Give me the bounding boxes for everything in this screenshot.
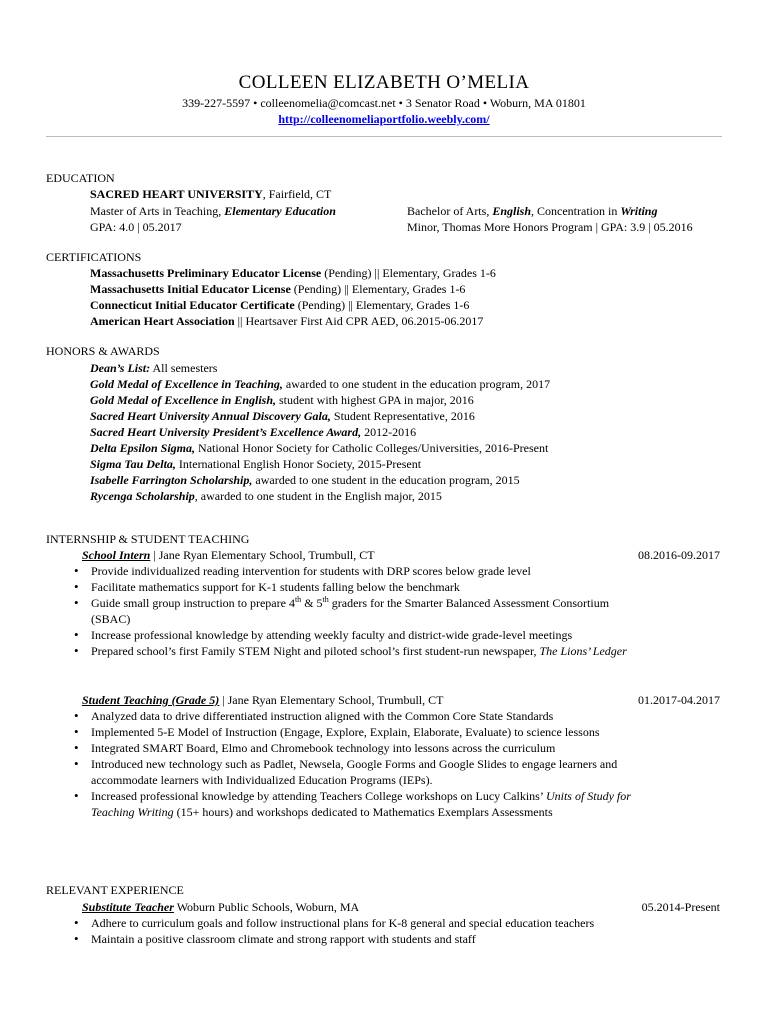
candidate-name: COLLEEN ELIZABETH O’MELIA xyxy=(238,72,530,93)
honor-name: Dean’s List: xyxy=(90,361,151,375)
honor-detail: National Honor Society for Catholic Colleges/Universities, 2016-Present xyxy=(195,441,549,455)
teaching-role: Student Teaching (Grade 5) xyxy=(82,693,220,707)
certification-detail: (Pending) || Elementary, Grades 1-6 xyxy=(321,266,496,280)
mat-gpa: GPA: 4.0 | 05.2017 xyxy=(90,220,182,234)
mat-degree xyxy=(90,203,336,219)
honor-item xyxy=(90,472,520,488)
list-item: • Facilitate mathematics support for K-1 students falling below the benchmark xyxy=(72,579,632,595)
ba-degree-label: Bachelor of Arts, xyxy=(407,204,493,218)
list-item xyxy=(72,643,632,659)
education-school xyxy=(90,186,331,202)
honor-item xyxy=(90,488,442,504)
newspaper-title: The Lions’ Ledger xyxy=(539,644,627,658)
workshop-title: Units of Study for Teaching Writing xyxy=(91,789,631,819)
teaching-dates: 01.2017-04.2017 xyxy=(638,693,720,707)
list-item: • Introduced new technology such as Padlet, Newsela, Google Forms and Google Slides to engage learners and accommodate learners with Individualized Education Programs (IEPs). xyxy=(72,756,632,788)
internship-heading: INTERNSHIP & STUDENT TEACHING xyxy=(46,532,250,546)
honor-detail: Student Representative, 2016 xyxy=(330,409,475,423)
certification-detail: || Heartsaver First Aid CPR AED, 06.2015-06.2017 xyxy=(234,314,484,328)
list-item: • Integrated SMART Board, Elmo and Chromebook technology into lessons across the curriculum xyxy=(72,740,632,756)
honor-name: Isabelle Farrington Scholarship, xyxy=(90,473,253,487)
school-name: SACRED HEART UNIVERSITY xyxy=(90,187,263,201)
honor-name: Sigma Tau Delta, xyxy=(90,457,176,471)
honor-name: Rycenga Scholarship xyxy=(90,489,195,503)
honors-heading: HONORS & AWARDS xyxy=(46,344,160,358)
ordinal-suffix: th xyxy=(322,595,329,604)
contact-line: 339-227-5597 • colleenomelia@comcast.net • 3 Senator Road • Woburn, MA 01801 xyxy=(182,96,586,110)
school-location: , Fairfield, CT xyxy=(262,187,332,201)
portfolio-link[interactable]: http://colleenomeliaportfolio.weebly.com/ xyxy=(278,112,490,126)
experience-place: Woburn Public Schools, Woburn, MA xyxy=(173,900,360,914)
bullet-text: Guide small group instruction to prepare 4 xyxy=(91,596,295,610)
honor-detail: student with highest GPA in major, 2016 xyxy=(276,393,474,407)
certification-item xyxy=(90,297,469,313)
certification-name: Massachusetts Initial Educator License xyxy=(90,282,291,296)
mat-degree-label: Master of Arts in Teaching, xyxy=(90,204,225,218)
ba-major: English xyxy=(492,204,532,218)
honor-detail: awarded to one student in the education program, 2015 xyxy=(252,473,520,487)
mat-focus: Elementary Education xyxy=(224,204,336,218)
list-item: • Increase professional knowledge by attending weekly faculty and district-wide grade-level meetings xyxy=(72,627,632,643)
certification-item xyxy=(90,313,483,329)
honor-item xyxy=(90,392,474,408)
intern-role-line xyxy=(82,547,375,563)
bullet-text: graders for the Smarter Balanced Assessment Consortium (SBAC) xyxy=(91,596,610,626)
certifications-heading: CERTIFICATIONS xyxy=(46,250,142,264)
honor-item xyxy=(90,360,217,376)
bullet-text: (15+ hours) and workshops dedicated to Mathematics Exemplars Assessments xyxy=(173,805,553,819)
certification-name: American Heart Association xyxy=(90,314,235,328)
list-item xyxy=(72,595,632,627)
honor-name: Gold Medal of Excellence in English, xyxy=(90,393,276,407)
honor-item xyxy=(90,456,421,472)
honor-name: Sacred Heart University President’s Excellence Award, xyxy=(90,425,362,439)
intern-dates: 08.2016-09.2017 xyxy=(638,548,720,562)
honor-item xyxy=(90,376,550,392)
teaching-bullets xyxy=(72,708,632,820)
list-item: • Adhere to curriculum goals and follow instructional plans for K-8 general and special education teachers xyxy=(72,915,632,931)
certification-item xyxy=(90,265,496,281)
ba-minor: Minor, Thomas More Honors Program | GPA: 3.9 | 05.2016 xyxy=(407,220,693,234)
ordinal-suffix: th xyxy=(294,595,302,604)
experience-heading: RELEVANT EXPERIENCE xyxy=(46,883,184,897)
honor-name: Delta Epsilon Sigma, xyxy=(90,441,196,455)
header-divider xyxy=(46,136,722,137)
honor-detail: International English Honor Society, 2015-Present xyxy=(175,457,422,471)
honor-detail: , awarded to one student in the English major, 2015 xyxy=(194,489,442,503)
certification-detail: (Pending) || Elementary, Grades 1-6 xyxy=(294,298,470,312)
bullet-text: Increased professional knowledge by attending Teachers College workshops on Lucy Calkins’ xyxy=(91,789,546,803)
honor-name: Sacred Heart University Annual Discovery Gala, xyxy=(90,409,331,423)
honor-detail: awarded to one student in the education program, 2017 xyxy=(282,377,551,391)
experience-bullets xyxy=(72,915,632,947)
ba-concentration-label: , Concentration in xyxy=(531,204,621,218)
bullet-text: & 5 xyxy=(301,596,323,610)
certification-name: Massachusetts Preliminary Educator License xyxy=(90,266,322,280)
certification-detail: (Pending) || Elementary, Grades 1-6 xyxy=(290,282,466,296)
teaching-role-line xyxy=(82,692,443,708)
honor-detail: All semesters xyxy=(150,361,218,375)
honor-item xyxy=(90,424,416,440)
honor-item xyxy=(90,440,548,456)
list-item: • Provide individualized reading intervention for students with DRP scores below grade level xyxy=(72,563,632,579)
intern-bullets xyxy=(72,563,632,659)
ba-degree xyxy=(407,203,657,219)
bullet-text: Prepared school’s first Family STEM Night and piloted school’s first student-run newspaper, xyxy=(91,644,540,658)
intern-place: | Jane Ryan Elementary School, Trumbull, CT xyxy=(150,548,375,562)
list-item: • Implemented 5-E Model of Instruction (Engage, Explore, Explain, Elaborate, Evaluate) to science lessons xyxy=(72,724,632,740)
ba-concentration: Writing xyxy=(620,204,658,218)
resume-header xyxy=(0,71,768,127)
certification-name: Connecticut Initial Educator Certificate xyxy=(90,298,295,312)
experience-role: Substitute Teacher xyxy=(82,900,174,914)
honor-name: Gold Medal of Excellence in Teaching, xyxy=(90,377,283,391)
list-item xyxy=(72,788,632,820)
list-item: • Analyzed data to drive differentiated instruction aligned with the Common Core State Standards xyxy=(72,708,632,724)
honor-detail: 2012-2016 xyxy=(361,425,417,439)
teaching-place: | Jane Ryan Elementary School, Trumbull, CT xyxy=(219,693,444,707)
list-item: • Maintain a positive classroom climate and strong rapport with students and staff xyxy=(72,931,632,947)
certification-item xyxy=(90,281,465,297)
experience-dates: 05.2014-Present xyxy=(641,900,720,914)
experience-role-line xyxy=(82,899,359,915)
education-heading: EDUCATION xyxy=(46,171,115,185)
intern-role: School Intern xyxy=(82,548,151,562)
honor-item xyxy=(90,408,475,424)
